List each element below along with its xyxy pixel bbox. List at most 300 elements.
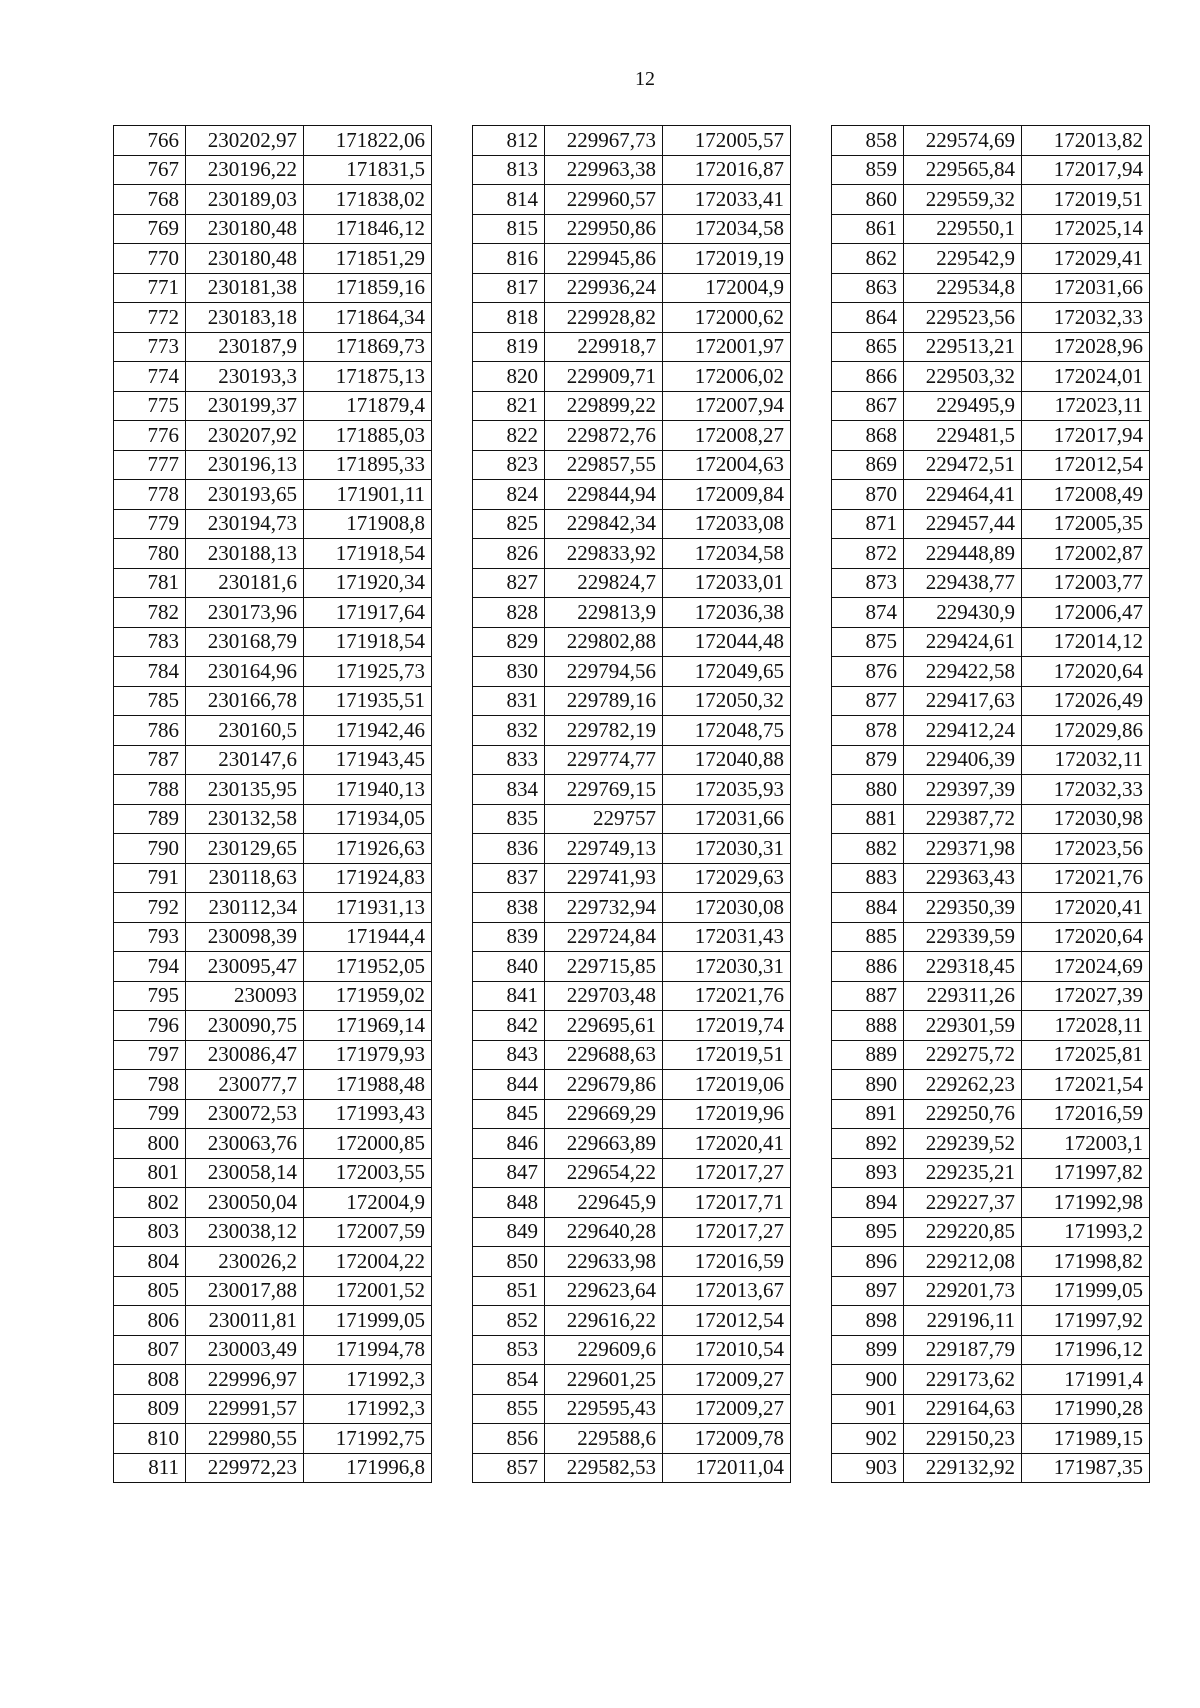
y-coordinate-cell: 172021,54	[1022, 1070, 1150, 1100]
y-coordinate-cell: 172049,65	[663, 657, 791, 687]
table-row	[114, 421, 432, 451]
x-coordinate-cell: 230003,49	[186, 1335, 304, 1365]
point-number-cell: 878	[832, 716, 904, 746]
y-coordinate-cell: 172008,27	[663, 421, 791, 451]
point-number-cell: 869	[832, 450, 904, 480]
x-coordinate-cell: 229991,57	[186, 1394, 304, 1424]
y-coordinate-cell: 172017,94	[1022, 421, 1150, 451]
point-number-cell: 809	[114, 1394, 186, 1424]
table-row	[114, 332, 432, 362]
table-row	[832, 362, 1150, 392]
x-coordinate-cell: 229769,15	[545, 775, 663, 805]
x-coordinate-cell: 229422,58	[904, 657, 1022, 687]
y-coordinate-cell: 171895,33	[304, 450, 432, 480]
x-coordinate-cell: 229250,76	[904, 1099, 1022, 1129]
x-coordinate-cell: 229918,7	[545, 332, 663, 362]
y-coordinate-cell: 172032,33	[1022, 775, 1150, 805]
y-coordinate-cell: 172048,75	[663, 716, 791, 746]
x-coordinate-cell: 229899,22	[545, 391, 663, 421]
table-row	[114, 244, 432, 274]
x-coordinate-cell: 230090,75	[186, 1011, 304, 1041]
table-row	[473, 775, 791, 805]
y-coordinate-cell: 171822,06	[304, 126, 432, 156]
point-number-cell: 861	[832, 214, 904, 244]
x-coordinate-cell: 229173,62	[904, 1365, 1022, 1395]
y-coordinate-cell: 172001,52	[304, 1276, 432, 1306]
y-coordinate-cell: 172009,84	[663, 480, 791, 510]
x-coordinate-cell: 229239,52	[904, 1129, 1022, 1159]
point-number-cell: 820	[473, 362, 545, 392]
y-coordinate-cell: 172032,11	[1022, 745, 1150, 775]
point-number-cell: 813	[473, 155, 545, 185]
x-coordinate-cell: 229757	[545, 804, 663, 834]
point-number-cell: 853	[473, 1335, 545, 1365]
x-coordinate-cell: 229842,34	[545, 509, 663, 539]
point-number-cell: 789	[114, 804, 186, 834]
x-coordinate-cell: 229417,63	[904, 686, 1022, 716]
point-number-cell: 831	[473, 686, 545, 716]
point-number-cell: 798	[114, 1070, 186, 1100]
table-row	[832, 775, 1150, 805]
y-coordinate-cell: 172006,47	[1022, 598, 1150, 628]
x-coordinate-cell: 230187,9	[186, 332, 304, 362]
table-row	[832, 1306, 1150, 1336]
table-row	[114, 1365, 432, 1395]
y-coordinate-cell: 172031,66	[1022, 273, 1150, 303]
table-row	[832, 126, 1150, 156]
table-row	[473, 1365, 791, 1395]
point-number-cell: 836	[473, 834, 545, 864]
table-row	[114, 185, 432, 215]
y-coordinate-cell: 172004,63	[663, 450, 791, 480]
x-coordinate-cell: 230129,65	[186, 834, 304, 864]
y-coordinate-cell: 171992,98	[1022, 1188, 1150, 1218]
y-coordinate-cell: 172000,85	[304, 1129, 432, 1159]
table-row	[114, 804, 432, 834]
point-number-cell: 844	[473, 1070, 545, 1100]
y-coordinate-cell: 172033,01	[663, 568, 791, 598]
table-row	[832, 598, 1150, 628]
x-coordinate-cell: 229588,6	[545, 1424, 663, 1454]
table-row	[114, 391, 432, 421]
y-coordinate-cell: 171851,29	[304, 244, 432, 274]
y-coordinate-cell: 172010,54	[663, 1335, 791, 1365]
x-coordinate-cell: 229824,7	[545, 568, 663, 598]
x-coordinate-cell: 229794,56	[545, 657, 663, 687]
point-number-cell: 828	[473, 598, 545, 628]
y-coordinate-cell: 172009,78	[663, 1424, 791, 1454]
y-coordinate-cell: 172013,67	[663, 1276, 791, 1306]
point-number-cell: 867	[832, 391, 904, 421]
x-coordinate-cell: 230194,73	[186, 509, 304, 539]
y-coordinate-cell: 171875,13	[304, 362, 432, 392]
y-coordinate-cell: 172017,27	[663, 1217, 791, 1247]
y-coordinate-cell: 172028,11	[1022, 1011, 1150, 1041]
y-coordinate-cell: 172031,66	[663, 804, 791, 834]
x-coordinate-cell: 229339,59	[904, 922, 1022, 952]
y-coordinate-cell: 172005,57	[663, 126, 791, 156]
point-number-cell: 900	[832, 1365, 904, 1395]
point-number-cell: 855	[473, 1394, 545, 1424]
point-number-cell: 817	[473, 273, 545, 303]
x-coordinate-cell: 229187,79	[904, 1335, 1022, 1365]
table-row	[473, 834, 791, 864]
x-coordinate-cell: 229220,85	[904, 1217, 1022, 1247]
point-number-cell: 807	[114, 1335, 186, 1365]
table-row	[473, 480, 791, 510]
y-coordinate-cell: 172036,38	[663, 598, 791, 628]
y-coordinate-cell: 172024,01	[1022, 362, 1150, 392]
point-number-cell: 814	[473, 185, 545, 215]
table-row	[473, 214, 791, 244]
x-coordinate-cell: 229774,77	[545, 745, 663, 775]
point-number-cell: 838	[473, 893, 545, 923]
y-coordinate-cell: 172025,81	[1022, 1040, 1150, 1070]
table-row	[473, 362, 791, 392]
point-number-cell: 766	[114, 126, 186, 156]
table-row	[832, 1424, 1150, 1454]
x-coordinate-cell: 230199,37	[186, 391, 304, 421]
table-row	[473, 391, 791, 421]
y-coordinate-cell: 172019,06	[663, 1070, 791, 1100]
point-number-cell: 837	[473, 863, 545, 893]
x-coordinate-cell: 230166,78	[186, 686, 304, 716]
x-coordinate-cell: 229872,76	[545, 421, 663, 451]
x-coordinate-cell: 229724,84	[545, 922, 663, 952]
x-coordinate-cell: 229472,51	[904, 450, 1022, 480]
y-coordinate-cell: 172019,19	[663, 244, 791, 274]
y-coordinate-cell: 172008,49	[1022, 480, 1150, 510]
point-number-cell: 779	[114, 509, 186, 539]
x-coordinate-cell: 229802,88	[545, 627, 663, 657]
point-number-cell: 769	[114, 214, 186, 244]
table-row	[832, 1453, 1150, 1483]
point-number-cell: 804	[114, 1247, 186, 1277]
table-row	[114, 1099, 432, 1129]
table-row	[114, 568, 432, 598]
table-row	[114, 893, 432, 923]
table-row	[114, 922, 432, 952]
x-coordinate-cell: 230135,95	[186, 775, 304, 805]
point-number-cell: 846	[473, 1129, 545, 1159]
table-row	[473, 1424, 791, 1454]
y-coordinate-cell: 172019,96	[663, 1099, 791, 1129]
point-number-cell: 871	[832, 509, 904, 539]
y-coordinate-cell: 171969,14	[304, 1011, 432, 1041]
x-coordinate-cell: 230026,2	[186, 1247, 304, 1277]
table-row	[832, 332, 1150, 362]
point-number-cell: 788	[114, 775, 186, 805]
y-coordinate-cell: 172003,1	[1022, 1129, 1150, 1159]
x-coordinate-cell: 230181,6	[186, 568, 304, 598]
table-row	[832, 303, 1150, 333]
y-coordinate-cell: 171918,54	[304, 627, 432, 657]
x-coordinate-cell: 230180,48	[186, 214, 304, 244]
point-number-cell: 874	[832, 598, 904, 628]
point-number-cell: 893	[832, 1158, 904, 1188]
point-number-cell: 841	[473, 981, 545, 1011]
table-row	[473, 1158, 791, 1188]
y-coordinate-cell: 171944,4	[304, 922, 432, 952]
y-coordinate-cell: 171931,13	[304, 893, 432, 923]
x-coordinate-cell: 229623,64	[545, 1276, 663, 1306]
point-number-cell: 805	[114, 1276, 186, 1306]
y-coordinate-cell: 171924,83	[304, 863, 432, 893]
table-row	[473, 1011, 791, 1041]
x-coordinate-cell: 229582,53	[545, 1453, 663, 1483]
y-coordinate-cell: 172028,96	[1022, 332, 1150, 362]
y-coordinate-cell: 171925,73	[304, 657, 432, 687]
table-row	[832, 1158, 1150, 1188]
point-number-cell: 771	[114, 273, 186, 303]
x-coordinate-cell: 229601,25	[545, 1365, 663, 1395]
y-coordinate-cell: 171901,11	[304, 480, 432, 510]
y-coordinate-cell: 171940,13	[304, 775, 432, 805]
y-coordinate-cell: 172030,08	[663, 893, 791, 923]
x-coordinate-cell: 229201,73	[904, 1276, 1022, 1306]
y-coordinate-cell: 172003,55	[304, 1158, 432, 1188]
table-row	[832, 214, 1150, 244]
y-coordinate-cell: 172012,54	[663, 1306, 791, 1336]
table-row	[473, 1217, 791, 1247]
x-coordinate-cell: 230193,65	[186, 480, 304, 510]
table-row	[473, 893, 791, 923]
point-number-cell: 890	[832, 1070, 904, 1100]
table-row	[473, 1306, 791, 1336]
table-row	[473, 1394, 791, 1424]
point-number-cell: 875	[832, 627, 904, 657]
table-row	[473, 273, 791, 303]
point-number-cell: 879	[832, 745, 904, 775]
y-coordinate-cell: 171996,12	[1022, 1335, 1150, 1365]
table-row	[832, 421, 1150, 451]
table-row	[832, 657, 1150, 687]
table-row	[114, 1453, 432, 1483]
y-coordinate-cell: 172020,41	[663, 1129, 791, 1159]
y-coordinate-cell: 171993,2	[1022, 1217, 1150, 1247]
x-coordinate-cell: 229481,5	[904, 421, 1022, 451]
table-row	[114, 686, 432, 716]
x-coordinate-cell: 230112,34	[186, 893, 304, 923]
table-row	[832, 1188, 1150, 1218]
point-number-cell: 827	[473, 568, 545, 598]
point-number-cell: 903	[832, 1453, 904, 1483]
y-coordinate-cell: 171943,45	[304, 745, 432, 775]
point-number-cell: 883	[832, 863, 904, 893]
table-row	[114, 362, 432, 392]
point-number-cell: 882	[832, 834, 904, 864]
x-coordinate-cell: 229550,1	[904, 214, 1022, 244]
table-row	[832, 1276, 1150, 1306]
x-coordinate-cell: 229371,98	[904, 834, 1022, 864]
x-coordinate-cell: 229457,44	[904, 509, 1022, 539]
point-number-cell: 790	[114, 834, 186, 864]
point-number-cell: 822	[473, 421, 545, 451]
y-coordinate-cell: 172007,59	[304, 1217, 432, 1247]
point-number-cell: 889	[832, 1040, 904, 1070]
table-row	[473, 1247, 791, 1277]
y-coordinate-cell: 172020,64	[1022, 657, 1150, 687]
table-row	[114, 1335, 432, 1365]
y-coordinate-cell: 172016,59	[663, 1247, 791, 1277]
x-coordinate-cell: 229945,86	[545, 244, 663, 274]
x-coordinate-cell: 229438,77	[904, 568, 1022, 598]
table-row	[832, 834, 1150, 864]
table-row	[473, 450, 791, 480]
point-number-cell: 787	[114, 745, 186, 775]
x-coordinate-cell: 229950,86	[545, 214, 663, 244]
y-coordinate-cell: 172034,58	[663, 539, 791, 569]
point-number-cell: 780	[114, 539, 186, 569]
point-number-cell: 786	[114, 716, 186, 746]
table-row	[832, 1070, 1150, 1100]
y-coordinate-cell: 171918,54	[304, 539, 432, 569]
table-row	[473, 1188, 791, 1218]
x-coordinate-cell: 230118,63	[186, 863, 304, 893]
x-coordinate-cell: 229789,16	[545, 686, 663, 716]
x-coordinate-cell: 229132,92	[904, 1453, 1022, 1483]
point-number-cell: 847	[473, 1158, 545, 1188]
y-coordinate-cell: 172034,58	[663, 214, 791, 244]
x-coordinate-cell: 230202,97	[186, 126, 304, 156]
table-row	[832, 391, 1150, 421]
table-row	[473, 1129, 791, 1159]
x-coordinate-cell: 229523,56	[904, 303, 1022, 333]
table-row	[832, 1040, 1150, 1070]
x-coordinate-cell: 229813,9	[545, 598, 663, 628]
table-row	[114, 834, 432, 864]
y-coordinate-cell: 171869,73	[304, 332, 432, 362]
y-coordinate-cell: 172033,41	[663, 185, 791, 215]
point-number-cell: 824	[473, 480, 545, 510]
table-row	[832, 450, 1150, 480]
x-coordinate-cell: 229301,59	[904, 1011, 1022, 1041]
y-coordinate-cell: 172009,27	[663, 1394, 791, 1424]
point-number-cell: 830	[473, 657, 545, 687]
table-row	[832, 480, 1150, 510]
x-coordinate-cell: 229565,84	[904, 155, 1022, 185]
y-coordinate-cell: 171917,64	[304, 598, 432, 628]
x-coordinate-cell: 229448,89	[904, 539, 1022, 569]
point-number-cell: 802	[114, 1188, 186, 1218]
x-coordinate-cell: 229695,61	[545, 1011, 663, 1041]
x-coordinate-cell: 229833,92	[545, 539, 663, 569]
x-coordinate-cell: 230147,6	[186, 745, 304, 775]
y-coordinate-cell: 172026,49	[1022, 686, 1150, 716]
point-number-cell: 839	[473, 922, 545, 952]
point-number-cell: 832	[473, 716, 545, 746]
y-coordinate-cell: 171979,93	[304, 1040, 432, 1070]
y-coordinate-cell: 172002,87	[1022, 539, 1150, 569]
point-number-cell: 898	[832, 1306, 904, 1336]
point-number-cell: 868	[832, 421, 904, 451]
point-number-cell: 782	[114, 598, 186, 628]
point-number-cell: 843	[473, 1040, 545, 1070]
y-coordinate-cell: 172012,54	[1022, 450, 1150, 480]
x-coordinate-cell: 229363,43	[904, 863, 1022, 893]
point-number-cell: 880	[832, 775, 904, 805]
table-row	[473, 421, 791, 451]
table-row	[114, 863, 432, 893]
x-coordinate-cell: 229640,28	[545, 1217, 663, 1247]
y-coordinate-cell: 171935,51	[304, 686, 432, 716]
point-number-cell: 896	[832, 1247, 904, 1277]
point-number-cell: 784	[114, 657, 186, 687]
table-row	[114, 1217, 432, 1247]
table-row	[473, 716, 791, 746]
x-coordinate-cell: 230188,13	[186, 539, 304, 569]
point-number-cell: 768	[114, 185, 186, 215]
x-coordinate-cell: 229732,94	[545, 893, 663, 923]
table-row	[832, 539, 1150, 569]
y-coordinate-cell: 172019,51	[663, 1040, 791, 1070]
table-row	[473, 952, 791, 982]
table-row	[473, 1453, 791, 1483]
point-number-cell: 897	[832, 1276, 904, 1306]
x-coordinate-cell: 229595,43	[545, 1394, 663, 1424]
table-row	[473, 332, 791, 362]
x-coordinate-cell: 229574,69	[904, 126, 1022, 156]
x-coordinate-cell: 229703,48	[545, 981, 663, 1011]
x-coordinate-cell: 229412,24	[904, 716, 1022, 746]
point-number-cell: 803	[114, 1217, 186, 1247]
table-row	[832, 185, 1150, 215]
point-number-cell: 806	[114, 1306, 186, 1336]
y-coordinate-cell: 171838,02	[304, 185, 432, 215]
x-coordinate-cell: 229980,55	[186, 1424, 304, 1454]
y-coordinate-cell: 172004,9	[304, 1188, 432, 1218]
point-number-cell: 859	[832, 155, 904, 185]
point-number-cell: 877	[832, 686, 904, 716]
table-row	[473, 1276, 791, 1306]
table-row	[114, 273, 432, 303]
x-coordinate-cell: 230181,38	[186, 273, 304, 303]
x-coordinate-cell: 229963,38	[545, 155, 663, 185]
point-number-cell: 873	[832, 568, 904, 598]
y-coordinate-cell: 172024,69	[1022, 952, 1150, 982]
table-row	[832, 568, 1150, 598]
y-coordinate-cell: 171993,43	[304, 1099, 432, 1129]
table-row	[832, 1335, 1150, 1365]
point-number-cell: 856	[473, 1424, 545, 1454]
point-number-cell: 870	[832, 480, 904, 510]
y-coordinate-cell: 172007,94	[663, 391, 791, 421]
x-coordinate-cell: 230196,22	[186, 155, 304, 185]
x-coordinate-cell: 229967,73	[545, 126, 663, 156]
y-coordinate-cell: 172016,59	[1022, 1099, 1150, 1129]
table-row	[114, 627, 432, 657]
y-coordinate-cell: 172044,48	[663, 627, 791, 657]
point-number-cell: 891	[832, 1099, 904, 1129]
point-number-cell: 829	[473, 627, 545, 657]
x-coordinate-cell: 230164,96	[186, 657, 304, 687]
x-coordinate-cell: 229688,63	[545, 1040, 663, 1070]
point-number-cell: 876	[832, 657, 904, 687]
y-coordinate-cell: 172040,88	[663, 745, 791, 775]
y-coordinate-cell: 172029,41	[1022, 244, 1150, 274]
y-coordinate-cell: 172033,08	[663, 509, 791, 539]
x-coordinate-cell: 230183,18	[186, 303, 304, 333]
x-coordinate-cell: 230095,47	[186, 952, 304, 982]
x-coordinate-cell: 229164,63	[904, 1394, 1022, 1424]
y-coordinate-cell: 171987,35	[1022, 1453, 1150, 1483]
table-row	[114, 509, 432, 539]
x-coordinate-cell: 229928,82	[545, 303, 663, 333]
y-coordinate-cell: 172019,74	[663, 1011, 791, 1041]
point-number-cell: 857	[473, 1453, 545, 1483]
point-number-cell: 884	[832, 893, 904, 923]
point-number-cell: 767	[114, 155, 186, 185]
